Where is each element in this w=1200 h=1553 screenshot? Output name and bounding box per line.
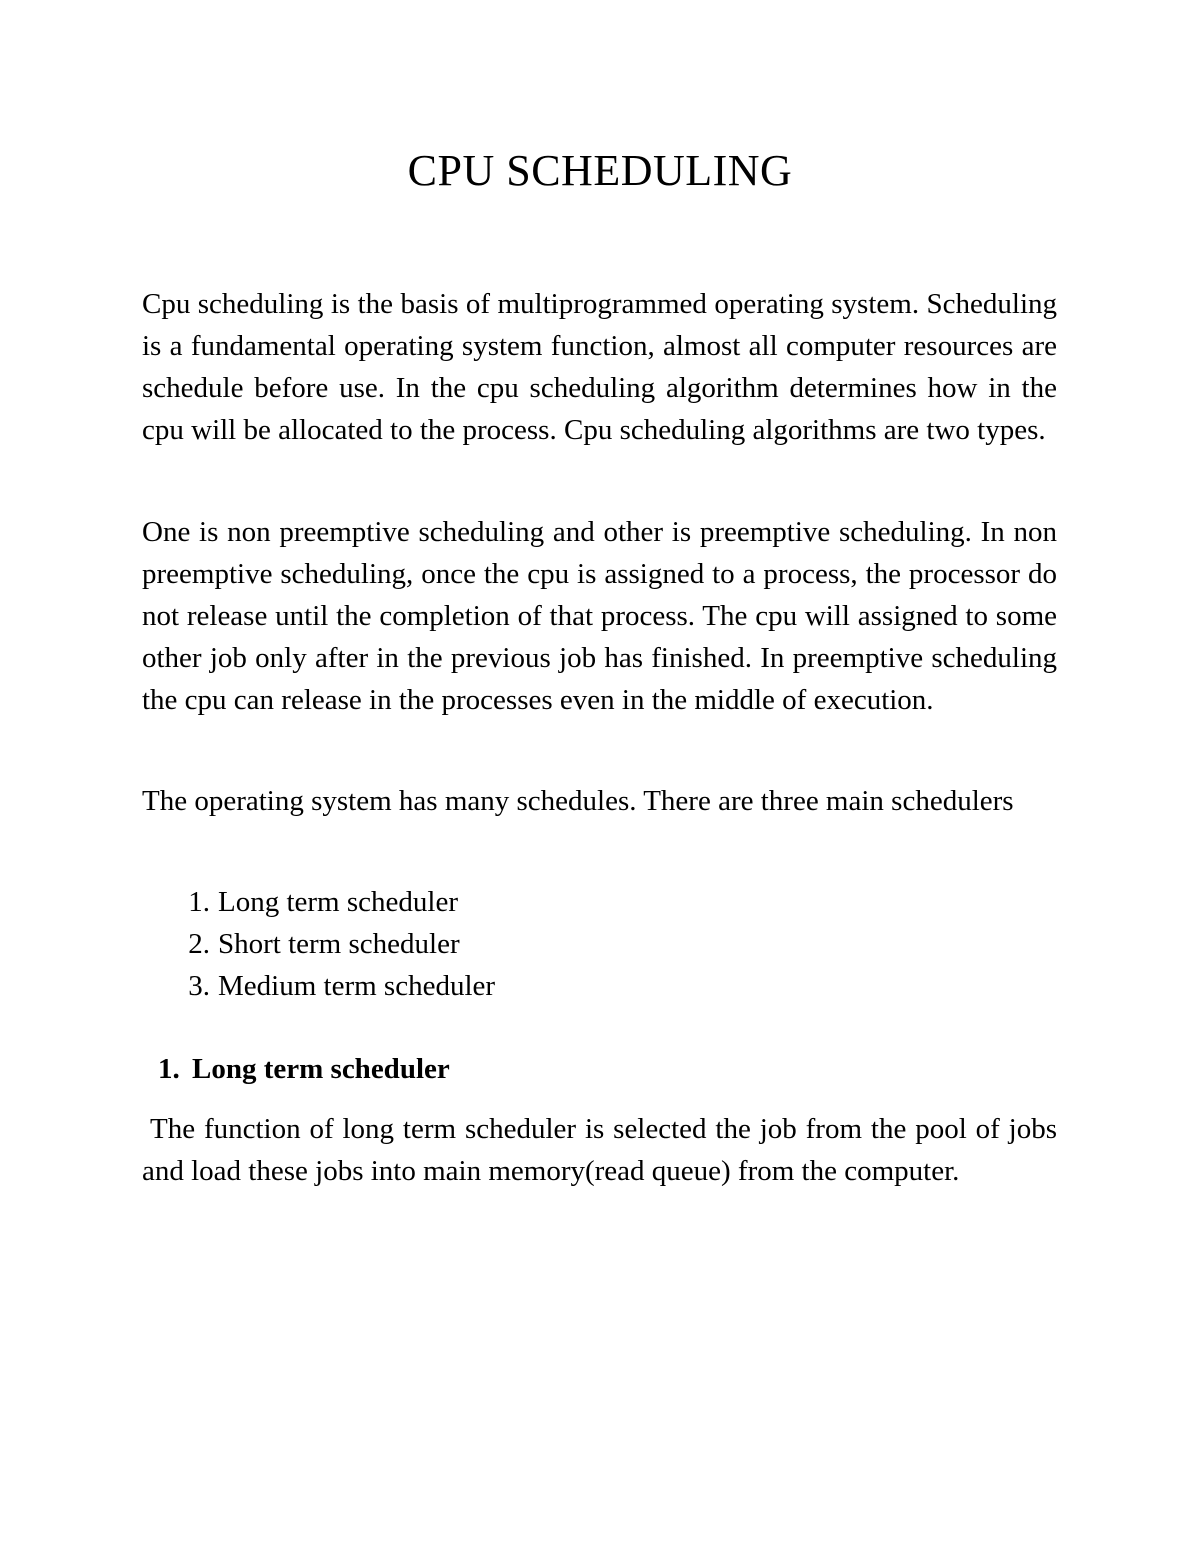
page-title: CPU SCHEDULING [407, 146, 793, 195]
list-item-number: 1. [188, 886, 210, 918]
list-item-label: Long term scheduler [218, 886, 458, 918]
preemption-paragraph: One is non preemptive scheduling and other is preemptive scheduling. In non preemptive scheduling, once the cpu is assigned to a process, the processor do not release until the completion of that process. The cpu will assigned to some other job only after in the previous job has finished. In preemptive scheduling the cpu can release in the processes even in the middle of execution. [142, 516, 1057, 716]
list-item-label: Short term scheduler [218, 928, 460, 960]
list-item [142, 923, 495, 965]
section-heading-number: 1. [158, 1053, 180, 1085]
section-heading-text: Long term scheduler [192, 1053, 450, 1085]
section-body-paragraph: The function of long term scheduler is selected the job from the pool of jobs and load these jobs into main memory(read queue) from the computer. [142, 1113, 1057, 1187]
list-item [142, 965, 495, 1007]
intro-paragraph: Cpu scheduling is the basis of multiprogrammed operating system. Scheduling is a fundamental operating system function, almost all computer resources are schedule before use. In the cpu scheduling algorithm determines how in the cpu will be allocated to the process. Cpu scheduling algorithms are two types. [142, 288, 1057, 446]
scheduler-list [142, 881, 495, 1007]
list-item-label: Medium term scheduler [218, 970, 496, 1002]
list-item-number: 3. [188, 970, 210, 1002]
schedulers-intro-paragraph: The operating system has many schedules. There are three main schedulers [142, 785, 1014, 817]
section-heading [158, 1048, 450, 1090]
list-item-number: 2. [188, 928, 210, 960]
list-item [142, 881, 495, 923]
